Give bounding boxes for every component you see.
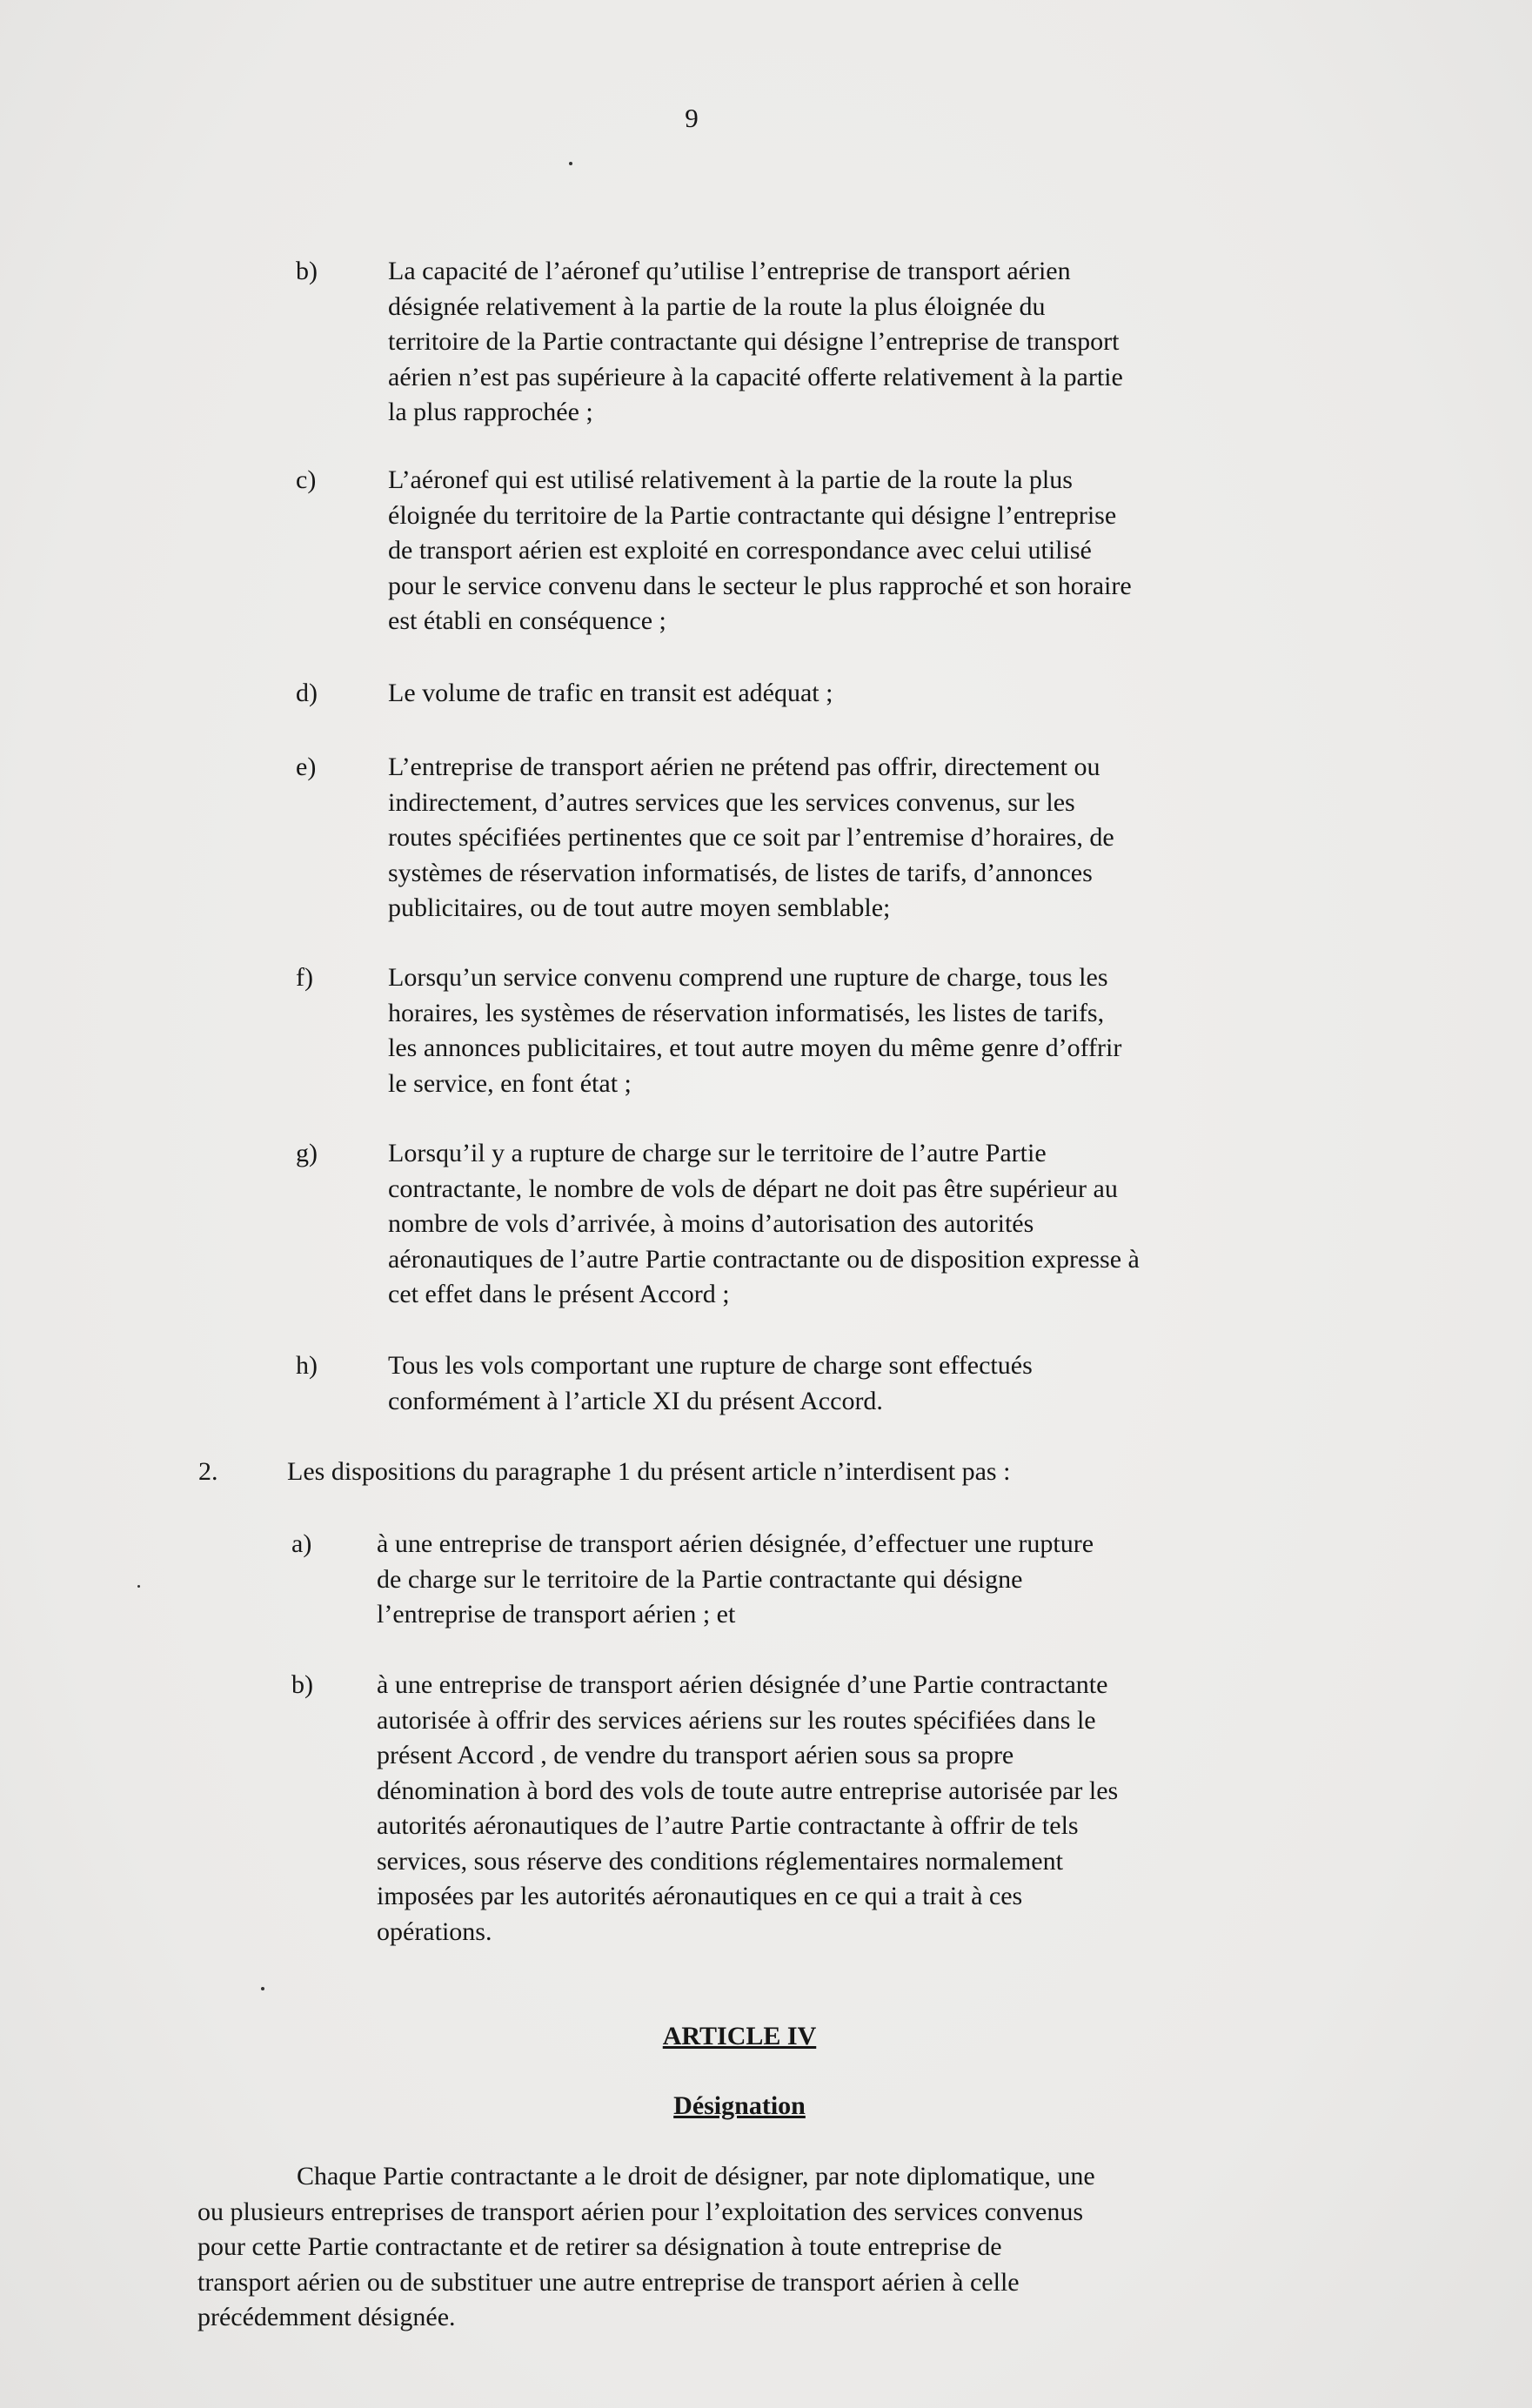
text-line: imposées par les autorités aéronautiques en ce qui a trait à ces [377, 1882, 1023, 1910]
designation-paragraph [197, 2159, 1294, 2336]
page-number: 9 [685, 103, 699, 133]
item-text [377, 1668, 1273, 1950]
text-line: de charge sur le territoire de la Partie contractante qui désigne [377, 1564, 1023, 1594]
text-line: routes spécifiées pertinentes que ce soit par l’entremise d’horaires, de [388, 823, 1114, 852]
text-line: dénomination à bord des vols de toute autre entreprise autorisée par les [377, 1776, 1119, 1805]
text-line: autorisée à offrir des services aériens sur les routes spécifiées dans le [377, 1705, 1096, 1735]
text-line: nombre de vols d’arrivée, à moins d’autorisation des autorités [388, 1209, 1034, 1238]
item-label: a) [291, 1529, 312, 1558]
text-line: à une entreprise de transport aérien désignée d’une Partie contractante [377, 1670, 1108, 1699]
item-text [388, 1136, 1275, 1313]
scan-speck [261, 1987, 264, 1990]
item-text [388, 463, 1275, 639]
item-label: b) [291, 1670, 313, 1699]
item-label: g) [296, 1139, 318, 1167]
text-line: aéronautiques de l’autre Partie contractante ou de disposition expresse à [388, 1244, 1140, 1274]
scan-speck [137, 1585, 140, 1588]
text-line: conformément à l’article XI du présent Accord. [388, 1386, 883, 1415]
text-line: horaires, les systèmes de réservation informatisés, les listes de tarifs, [388, 998, 1105, 1027]
section-heading: Désignation [673, 2091, 806, 2120]
text-line: pour le service convenu dans le secteur le plus rapproché et son horaire [388, 571, 1132, 600]
text-line: services, sous réserve des conditions réglementaires normalement [377, 1846, 1063, 1876]
text-line: contractante, le nombre de vols de départ ne doit pas être supérieur au [388, 1174, 1118, 1203]
article-heading: ARTICLE IV [662, 2022, 817, 2050]
text-line: précédemment désignée. [197, 2303, 456, 2331]
text-line: Lorsqu’un service convenu comprend une rupture de charge, tous les [388, 963, 1108, 992]
text-line: Chaque Partie contractante a le droit de désigner, par note diplomatique, une [297, 2162, 1095, 2191]
item-text [388, 1348, 1275, 1419]
text-line: présent Accord , de vendre du transport aérien sous sa propre [377, 1741, 1014, 1769]
text-line: désignée relativement à la partie de la route la plus éloignée du [388, 291, 1046, 321]
paragraph-text [287, 1455, 1174, 1490]
scan-speck [569, 162, 572, 165]
text-line: Lorsqu’il y a rupture de charge sur le territoire de l’autre Partie [388, 1139, 1047, 1167]
item-label: h) [296, 1351, 318, 1380]
text-line: le service, en font état ; [388, 1068, 632, 1098]
text-line: la plus rapprochée ; [388, 398, 593, 426]
text-line: opérations. [377, 1916, 492, 1946]
item-text [388, 750, 1275, 926]
text-line: indirectement, d’autres services que les services convenus, sur les [388, 787, 1075, 817]
item-text [388, 254, 1275, 431]
text-line: Tous les vols comportant une rupture de charge sont effectués [388, 1351, 1033, 1380]
text-line: de transport aérien est exploité en correspondance avec celui utilisé [388, 536, 1092, 565]
text-line: les annonces publicitaires, et tout autre moyen du même genre d’offrir [388, 1033, 1122, 1062]
item-text [388, 676, 1275, 712]
item-text [388, 960, 1275, 1101]
item-label: e) [296, 752, 317, 781]
text-line: publicitaires, ou de tout autre moyen semblable; [388, 893, 891, 922]
item-label: f) [296, 963, 313, 992]
text-line: l’entreprise de transport aérien ; et [377, 1600, 736, 1629]
text-line: systèmes de réservation informatisés, de listes de tarifs, d’annonces [388, 858, 1093, 887]
text-line: est établi en conséquence ; [388, 606, 666, 635]
text-line: L’aéronef qui est utilisé relativement à la partie de la route la plus [388, 465, 1073, 494]
text-line: cet effet dans le présent Accord ; [388, 1280, 730, 1308]
paragraph-label: 2. [198, 1457, 218, 1486]
text-line: L’entreprise de transport aérien ne prétend pas offrir, directement ou [388, 752, 1100, 781]
text-line: La capacité de l’aéronef qu’utilise l’entreprise de transport aérien [388, 257, 1071, 285]
text-line: transport aérien ou de substituer une autre entreprise de transport aérien à celle [197, 2267, 1020, 2297]
item-text [377, 1527, 1273, 1633]
text-line: Les dispositions du paragraphe 1 du présent article n’interdisent pas : [287, 1457, 1011, 1486]
text-line: territoire de la Partie contractante qui désigne l’entreprise de transport [388, 327, 1120, 356]
item-label: d) [296, 679, 318, 707]
item-label: b) [296, 257, 318, 285]
text-line: aérien n’est pas supérieure à la capacité offerte relativement à la partie [388, 362, 1123, 391]
text-line: à une entreprise de transport aérien désignée, d’effectuer une rupture [377, 1529, 1094, 1558]
item-label: c) [296, 465, 317, 494]
text-line: éloignée du territoire de la Partie contractante qui désigne l’entreprise [388, 500, 1117, 530]
text-line: ou plusieurs entreprises de transport aérien pour l’exploitation des services convenus [197, 2197, 1084, 2226]
text-line: Le volume de trafic en transit est adéquat ; [388, 679, 833, 707]
text-line: autorités aéronautiques de l’autre Partie contractante à offrir de tels [377, 1811, 1079, 1840]
text-line: pour cette Partie contractante et de retirer sa désignation à toute entreprise de [197, 2232, 1002, 2261]
